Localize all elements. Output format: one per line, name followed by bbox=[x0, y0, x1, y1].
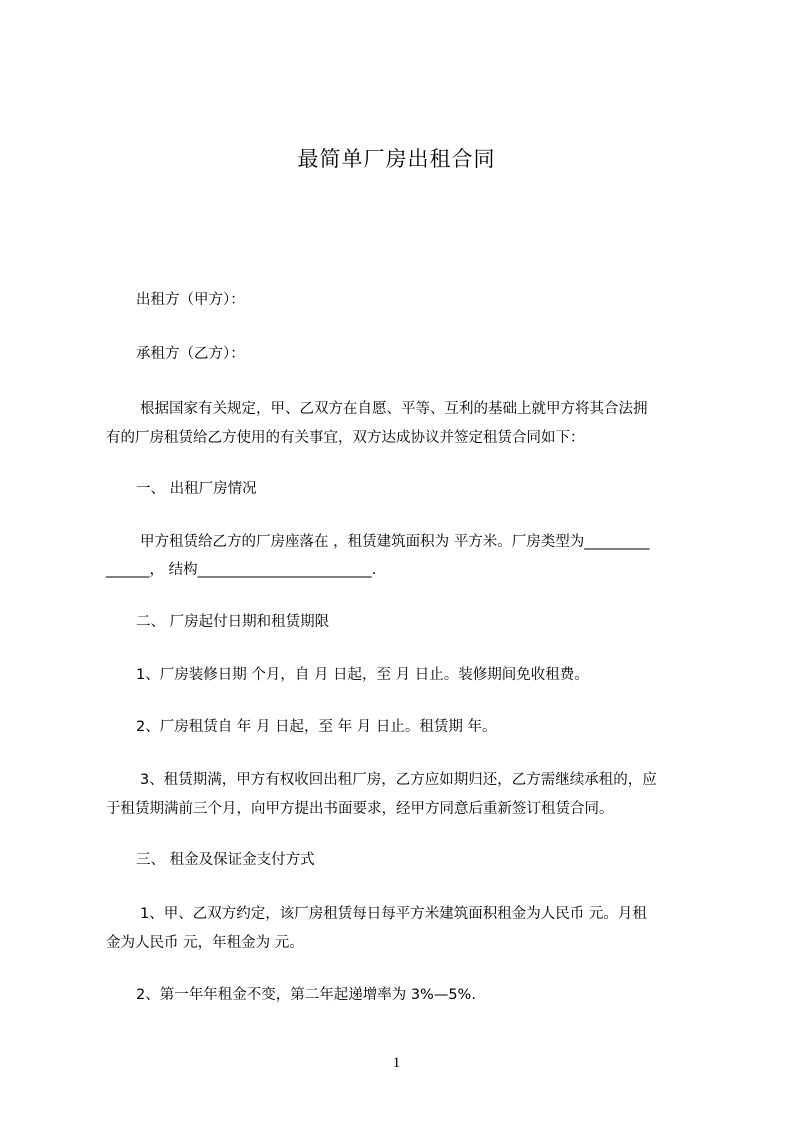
section-1-text-line-1: 甲方租赁给乙方的厂房座落在 ，租赁建筑面积为 平方米。厂房类型为_________ bbox=[140, 534, 650, 550]
section-3-item-1-line-2: 金为人民币 元，年租金为 元。 bbox=[106, 935, 304, 951]
section-1-heading: 一、 出租厂房情况 bbox=[136, 481, 257, 497]
preamble-line-1: 根据国家有关规定，甲、乙双方在自愿、平等、互利的基础上就甲方将其合法拥 bbox=[140, 401, 648, 417]
section-1-text-line-2: ______， 结构________________________. bbox=[106, 562, 377, 578]
lessor-line: 出租方（甲方）： bbox=[136, 292, 245, 308]
preamble-line-2: 有的厂房租赁给乙方使用的有关事宜，双方达成协议并签定租赁合同如下： bbox=[106, 430, 585, 446]
section-3-item-1-line-1: 1、甲、乙双方约定，该厂房租赁每日每平方米建筑面积租金为人民币 元。月租 bbox=[140, 906, 647, 922]
section-2-item-2: 2、厂房租赁自 年 月 日起，至 年 月 日止。租赁期 年。 bbox=[136, 719, 497, 735]
section-3-heading: 三、 租金及保证金支付方式 bbox=[136, 852, 315, 868]
section-2-item-3-line-2: 于租赁期满前三个月，向甲方提出书面要求，经甲方同意后重新签订租赁合同。 bbox=[106, 801, 614, 817]
section-2-item-3-line-1: 3、租赁期满，甲方有权收回出租厂房，乙方应如期归还，乙方需继续承租的，应 bbox=[140, 772, 657, 788]
section-2-heading: 二、 厂房起付日期和租赁期限 bbox=[136, 614, 330, 630]
document-title: 最简单厂房出租合同 bbox=[297, 147, 496, 171]
page-number: 1 bbox=[392, 1055, 401, 1071]
lessee-line: 承租方（乙方）： bbox=[136, 346, 245, 362]
section-3-item-2: 2、第一年年租金不变，第二年起递增率为 3%—5%. bbox=[136, 987, 476, 1003]
section-2-item-1: 1、厂房装修日期 个月，自 月 日起，至 月 日止。装修期间免收租费。 bbox=[136, 667, 589, 683]
